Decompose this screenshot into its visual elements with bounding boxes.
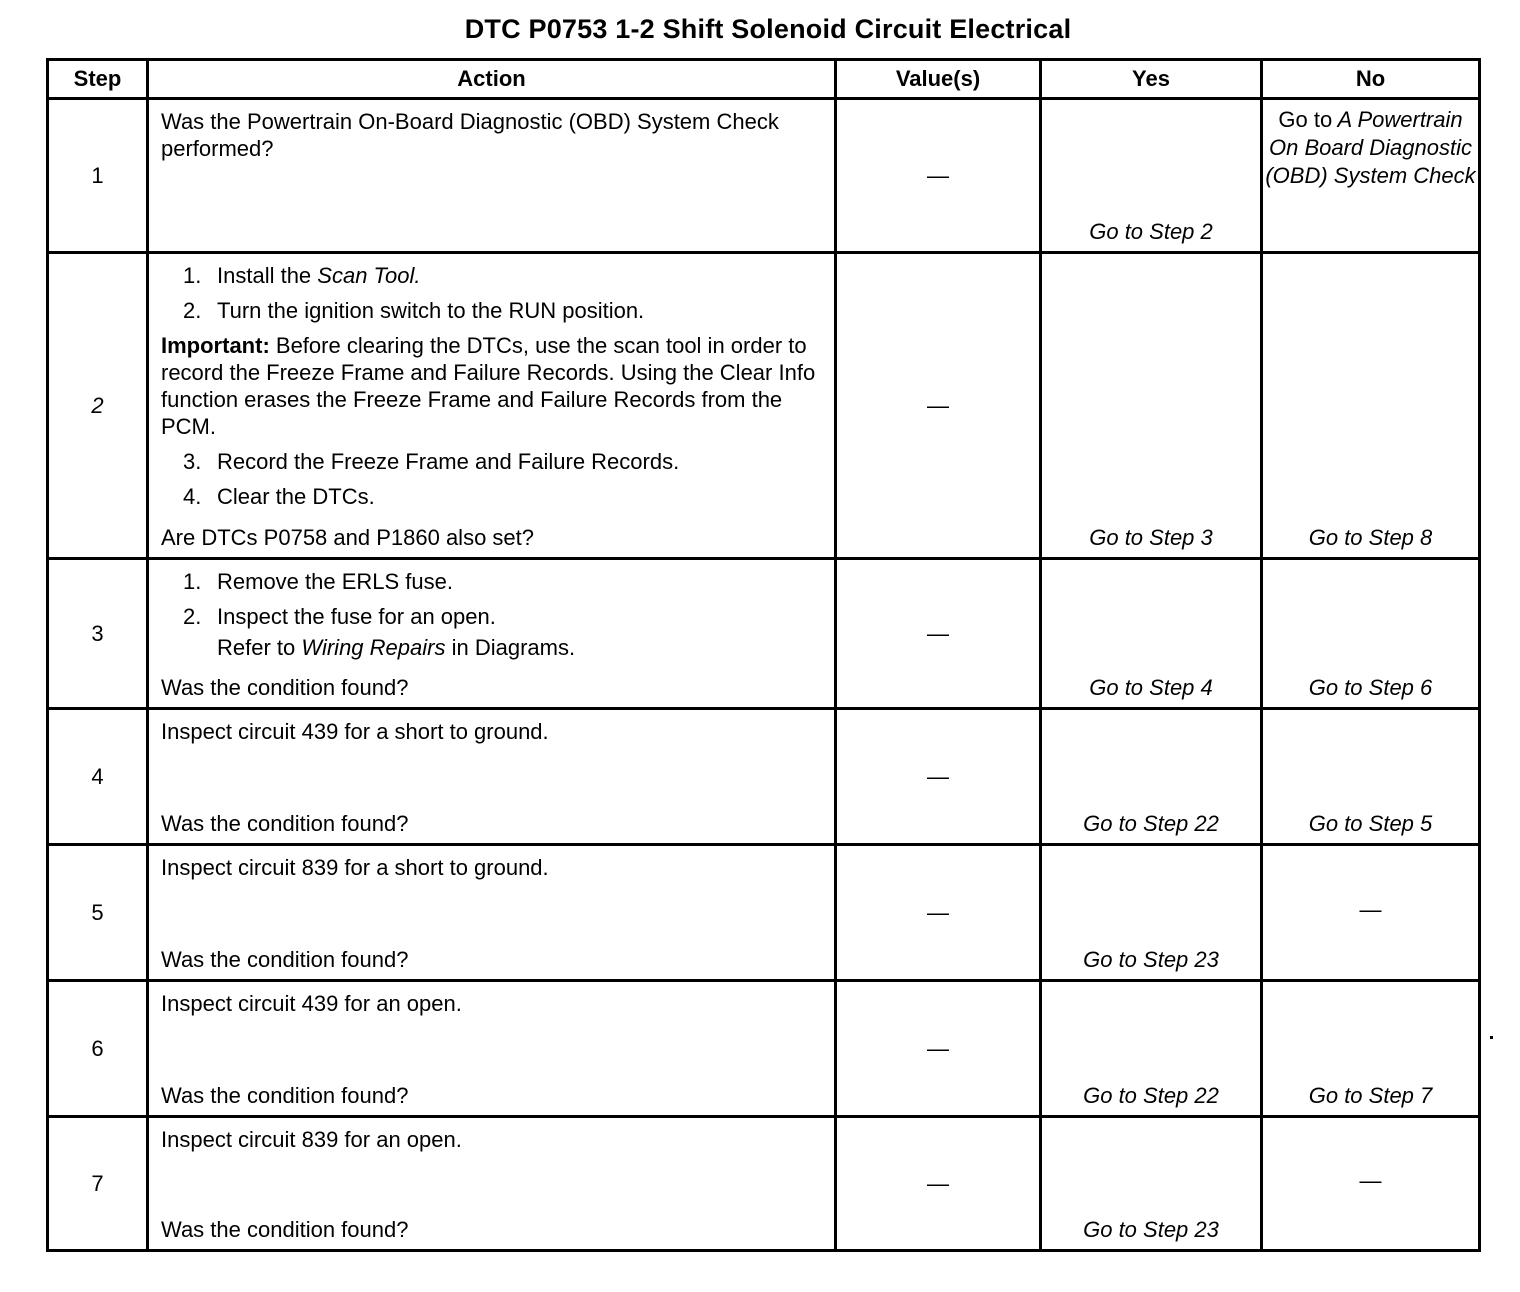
step-number: 4 (48, 709, 148, 845)
page-title: DTC P0753 1-2 Shift Solenoid Circuit Electrical (464, 14, 1072, 44)
action-cell (148, 845, 836, 981)
value-cell: — (836, 981, 1041, 1117)
list-item: 4. Clear the DTCs. (183, 484, 375, 509)
value-cell: — (836, 709, 1041, 845)
yes-cell[interactable]: Go to Step 4 (1041, 559, 1262, 709)
list-item: 3. Record the Freeze Frame and Failure Records. (183, 449, 680, 474)
no-cell[interactable]: Go to Step 7 (1262, 981, 1480, 1117)
table-row (48, 253, 1480, 559)
yes-cell[interactable]: Go to Step 23 (1041, 1117, 1262, 1251)
value-cell: — (836, 1117, 1041, 1251)
action-cell (148, 709, 836, 845)
table-row (48, 709, 1480, 845)
no-cell[interactable] (1262, 99, 1480, 253)
list-item: 2. Turn the ignition switch to the RUN position. (183, 298, 645, 323)
step-number: 2 (48, 253, 148, 559)
action-text: Inspect circuit 839 for a short to ground. (161, 855, 549, 880)
yes-cell[interactable]: Go to Step 22 (1041, 709, 1262, 845)
reference-note: Refer to Wiring Repairs in Diagrams. (217, 635, 576, 660)
step-number: 1 (48, 99, 148, 253)
important-note: Important: Before clearing the DTCs, use the scan tool in order to record the Freeze Frame and Failure Records. Using the Clear Info function erases the Freeze Frame and Failure Records from the PCM. (161, 333, 816, 439)
no-prefix: Go to (1278, 107, 1333, 132)
value-cell: — (836, 253, 1041, 559)
action-steps (161, 568, 824, 630)
header-step: Step (48, 60, 148, 99)
list-item: 1. Install the Scan Tool. (183, 263, 421, 288)
header-no: No (1262, 60, 1480, 99)
header-row (48, 60, 1480, 99)
no-cell[interactable]: Go to Step 8 (1262, 253, 1480, 559)
step-number: 5 (48, 845, 148, 981)
no-cell[interactable]: Go to Step 5 (1262, 709, 1480, 845)
yes-cell[interactable]: Go to Step 3 (1041, 253, 1262, 559)
action-cell (148, 1117, 836, 1251)
table-row (48, 981, 1480, 1117)
action-steps (161, 262, 824, 324)
action-text: Inspect circuit 439 for a short to ground. (161, 719, 549, 744)
action-cell (148, 99, 836, 253)
no-cell: — (1262, 845, 1480, 981)
header-action: Action (148, 60, 836, 99)
question-text: Was the condition found? (161, 1083, 409, 1108)
action-cell (148, 981, 836, 1117)
value-cell: — (836, 99, 1041, 253)
action-text: Inspect circuit 439 for an open. (161, 991, 462, 1016)
yes-cell[interactable]: Go to Step 22 (1041, 981, 1262, 1117)
list-item: 1. Remove the ERLS fuse. (183, 569, 454, 594)
yes-cell[interactable]: Go to Step 23 (1041, 845, 1262, 981)
step-number: 6 (48, 981, 148, 1117)
question-text: Was the condition found? (161, 811, 409, 836)
value-cell: — (836, 559, 1041, 709)
table-row (48, 1117, 1480, 1251)
diagnostic-table (46, 58, 1481, 1252)
question-text: Was the condition found? (161, 675, 409, 700)
table-row (48, 559, 1480, 709)
yes-cell[interactable]: Go to Step 2 (1041, 99, 1262, 253)
question-text: Was the condition found? (161, 1217, 409, 1242)
value-cell: — (836, 845, 1041, 981)
action-text: Was the Powertrain On-Board Diagnostic (OBD) System Check performed? (161, 109, 779, 161)
question-text: Was the condition found? (161, 947, 409, 972)
action-cell (148, 559, 836, 709)
step-number: 3 (48, 559, 148, 709)
table-row (48, 99, 1480, 253)
step-number: 7 (48, 1117, 148, 1251)
list-item: 2. Inspect the fuse for an open. (183, 604, 496, 629)
question-text: Are DTCs P0758 and P1860 also set? (161, 525, 535, 550)
table-row (48, 845, 1480, 981)
action-steps (161, 448, 824, 510)
scan-speck (1490, 1036, 1493, 1039)
no-cell: — (1262, 1117, 1480, 1251)
header-yes: Yes (1041, 60, 1262, 99)
no-link[interactable]: A Powertrain On Board Diagnostic (OBD) System Check (1265, 107, 1476, 188)
action-cell (148, 253, 836, 559)
header-value: Value(s) (836, 60, 1041, 99)
action-text: Inspect circuit 839 for an open. (161, 1127, 462, 1152)
no-cell[interactable]: Go to Step 6 (1262, 559, 1480, 709)
